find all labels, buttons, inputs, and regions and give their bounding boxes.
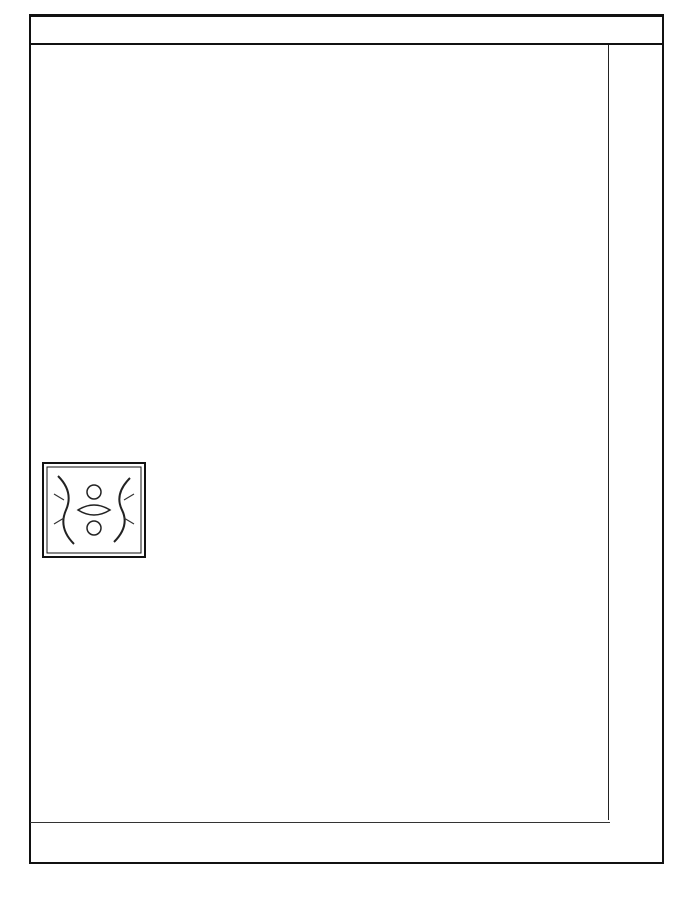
margin-column-rule (608, 45, 609, 820)
right-border-rule (662, 14, 664, 864)
footer-rule (30, 822, 610, 823)
top-border-rule (30, 14, 664, 17)
ornamental-initial-icon (42, 462, 146, 558)
header-rule (30, 43, 664, 45)
bottom-border-rule (30, 862, 664, 864)
left-border-rule (29, 14, 31, 864)
